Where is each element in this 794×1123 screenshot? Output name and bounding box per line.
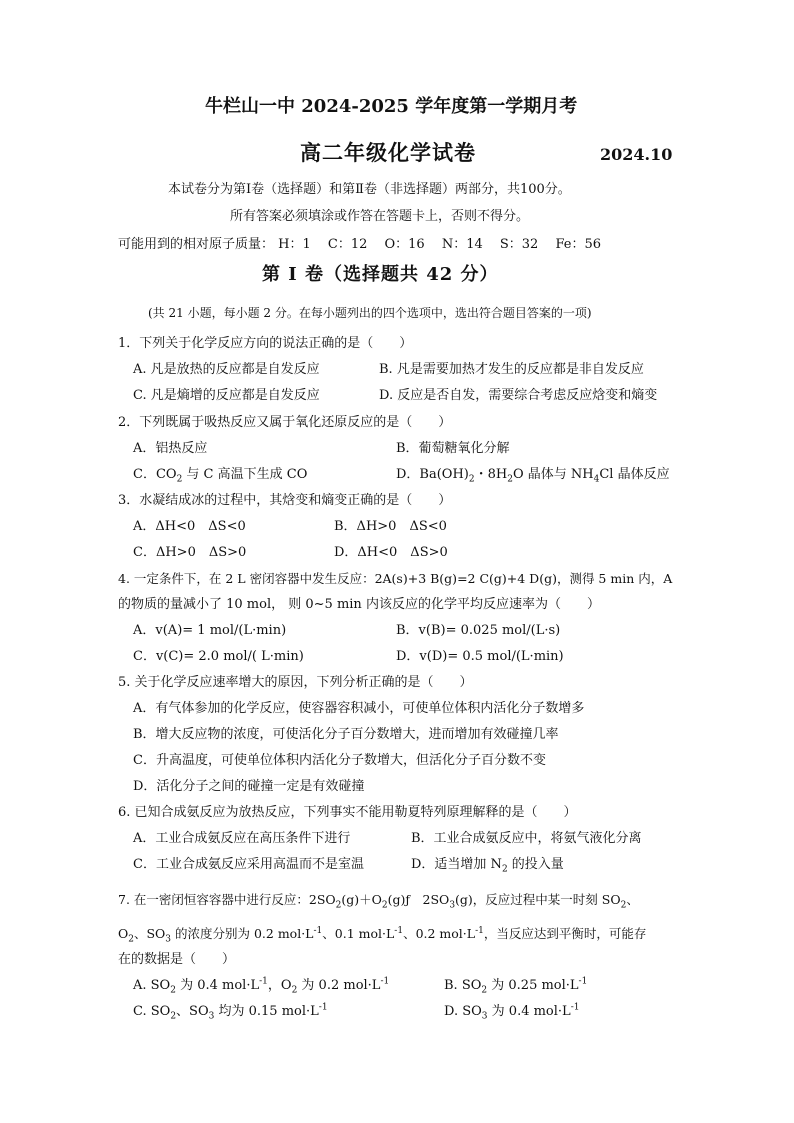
q5-option-a: A．有气体参加的化学反应，使容器容积减小，可使单位体积内活化分子数增多	[133, 701, 585, 716]
q6-stem: 6. 已知合成氨反应为放热反应，下列事实不能用勒夏特列原理解释的是（ ）	[118, 805, 577, 820]
q7-option-b: B. $SO_2$ 为 0.25 $mol\cdot L^{-1}$	[444, 976, 588, 996]
q4-option-d: D．v(D)= 0.5 mol/(L·min)	[396, 649, 564, 664]
q3-stem: 3．水凝结成冰的过程中，其焓变和熵变正确的是（ ）	[118, 493, 452, 508]
q7-stem-line-3: 在的数据是（ ）	[118, 952, 236, 967]
q7-option-c: C. $SO_2$、$SO_3$ 均为 0.15 $mol\cdot L^{-1}$	[133, 1002, 328, 1022]
q2-option-a: A．铝热反应	[133, 441, 208, 456]
q1-option-c: C. 凡是熵增的反应都是自发反应	[133, 388, 320, 403]
q1-option-d: D. 反应是否自发，需要综合考虑反应焓变和熵变	[379, 388, 658, 403]
q1-stem: 1．下列关于化学反应方向的说法正确的是（ ）	[118, 336, 413, 351]
q4-option-b: B．v(B)= 0.025 mol/(L·s)	[396, 623, 561, 638]
q2-option-b: B．葡萄糖氧化分解	[396, 441, 510, 456]
q6-option-b: B．工业合成氨反应中，将氨气液化分离	[411, 831, 642, 846]
q3-option-b: B．ΔH>0 ΔS<0	[334, 519, 447, 534]
q5-option-c: C．升高温度，可使单位体积内活化分子数增大，但活化分子百分数不变	[133, 753, 546, 768]
q4-stem-line-1: 4. 一定条件下，在 2 L 密闭容器中发生反应：2A(s)+3 B(g)=2 C(g)+4 D(g)，测得 5 min 内，A	[118, 571, 673, 586]
q2-option-d: D．$Ba(OH)_2$・$8H_2O$ 晶体与 $NH_4Cl$ 晶体反应	[396, 467, 670, 485]
exam-date: 2024.10	[600, 145, 673, 164]
q6-option-d: D．适当增加 $N_2$ 的投入量	[411, 857, 564, 875]
q5-option-d: D．活化分子之间的碰撞一定是有效碰撞	[133, 779, 365, 794]
q3-option-c: C．ΔH>0 ΔS>0	[133, 545, 247, 560]
q7-option-d: D. $SO_3$ 为 0.4 $mol\cdot L^{-1}$	[444, 1002, 580, 1022]
q7-option-a: A. $SO_2$ 为 0.4 $mol\cdot L^{-1}$，$O_2$ 为 0.2 $mol\cdot L^{-1}$	[133, 976, 390, 996]
q4-stem-line-2: 的物质的量减小了 10 mol， 则 0~5 min 内该反应的化学平均反应速率为（ ）	[118, 597, 600, 612]
q4-option-a: A．v(A)= 1 mol/(L·min)	[133, 623, 287, 638]
q1-option-b: B. 凡是需要加热才发生的反应都是非自发反应	[379, 362, 644, 377]
atomic-mass-line: 可能用到的相对原子质量： H：1 C：12 O：16 N：14 S：32 Fe：56	[118, 237, 601, 252]
q5-stem: 5. 关于化学反应速率增大的原因，下列分析正确的是（ ）	[118, 675, 473, 690]
section-instruction: (共 21 小题，每小题 2 分。在每小题列出的四个选项中，选出符合题目答案的一项)	[148, 306, 592, 320]
q5-option-b: B．增大反应物的浓度，可使活化分子百分数增大，进而增加有效碰撞几率	[133, 727, 559, 742]
q7-stem-line-2: $O_2$、$SO_3$ 的浓度分别为 0.2 $mol\cdot L^{-1}$、0.1 $mol\cdot L^{-1}$、0.2 $mol\cdot L^{-1}$，当反应达到平衡时，可能存	[118, 925, 647, 945]
q6-option-c: C．工业合成氨反应采用高温而不是室温	[133, 857, 364, 872]
q2-option-c: C．$CO_2$ 与 C 高温下生成 CO	[133, 467, 308, 485]
intro-line-1: 本试卷分为第Ⅰ卷（选择题）和第Ⅱ卷（非选择题）两部分，共100分。	[168, 182, 571, 197]
q2-stem: 2．下列既属于吸热反应又属于氧化还原反应的是（ ）	[118, 415, 452, 430]
exam-title: 高二年级化学试卷	[300, 140, 476, 165]
school-title: 牛栏山一中 2024-2025 学年度第一学期月考	[205, 96, 578, 117]
q4-option-c: C．v(C)= 2.0 mol/( L·min)	[133, 649, 304, 664]
section-title: 第 Ⅰ 卷（选择题共 42 分）	[262, 264, 499, 285]
q3-option-d: D．ΔH<0 ΔS>0	[334, 545, 448, 560]
intro-line-2: 所有答案必须填涂或作答在答题卡上，否则不得分。	[230, 209, 530, 224]
q3-option-a: A．ΔH<0 ΔS<0	[133, 519, 246, 534]
q7-stem-line-1: 7. 在一密闭恒容容器中进行反应：$2SO_2(g)+O_2(g)ƒ$ $2SO_3(g)$，反应过程中某一时刻 $SO_2$、	[118, 892, 639, 911]
q6-option-a: A．工业合成氨反应在高压条件下进行	[133, 831, 351, 846]
q1-option-a: A. 凡是放热的反应都是自发反应	[133, 362, 320, 377]
